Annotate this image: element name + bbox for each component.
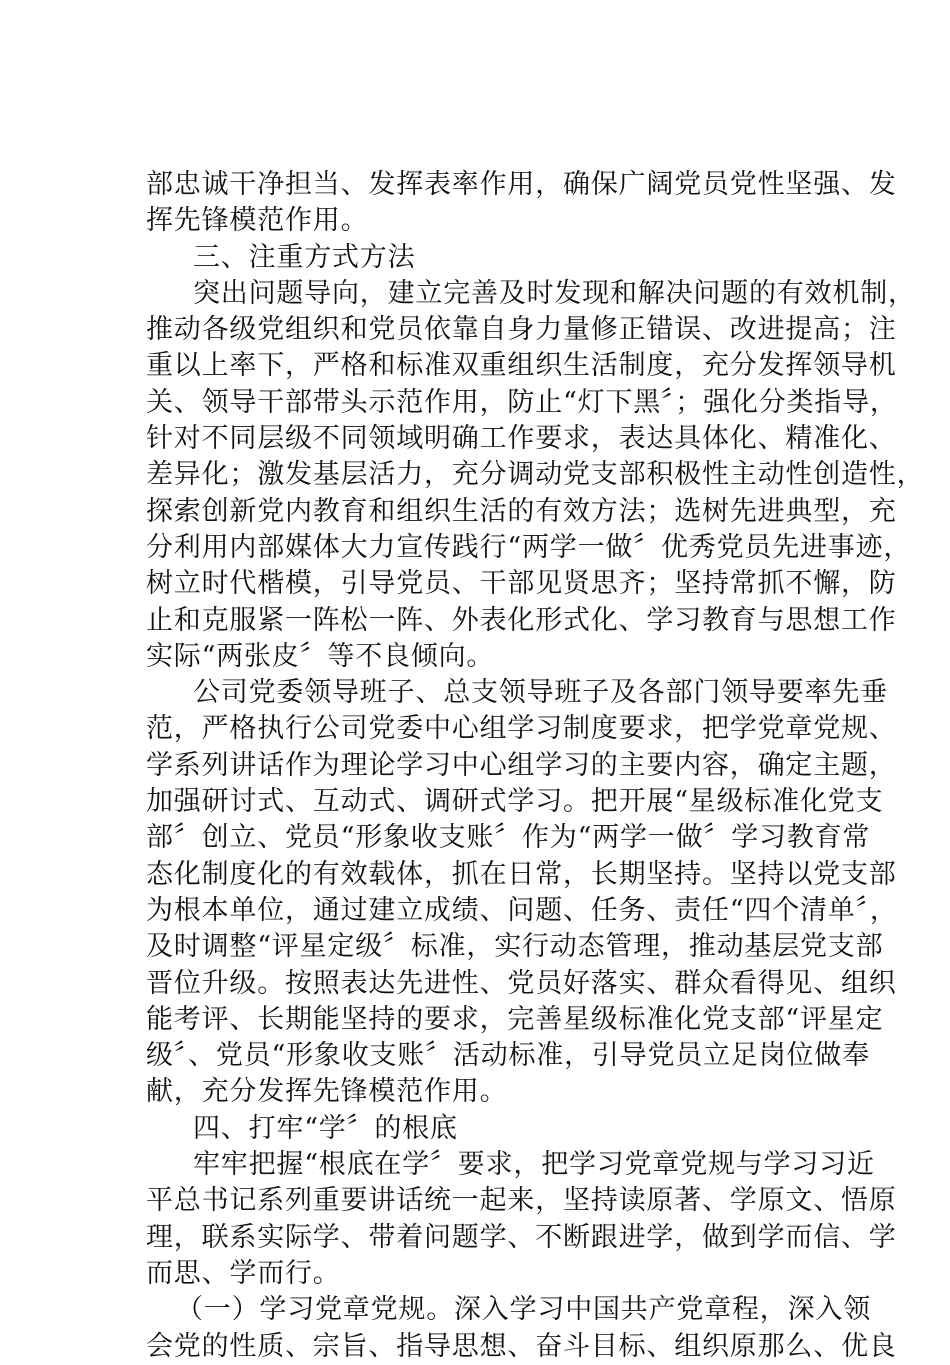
paragraph-line: 推动各级党组织和党员依靠自身力量修正错误、改进提高；注 — [146, 314, 897, 346]
paragraph-line: 部忠诚干净担当、发挥表率作用，确保广阔党员党性坚强、发 — [146, 169, 897, 200]
paragraph-line: 重以上率下，严格和标准双重组织生活制度，充分发挥领导机 — [146, 350, 897, 382]
paragraph-line: 牢牢把握“根底在学〞要求，把学习党章党规与学习习近 — [193, 1149, 875, 1181]
paragraph-line: 态化制度化的有效载体，抓在日常，长期坚持。坚持以党支部 — [146, 858, 897, 890]
paragraph-line: 为根本单位，通过建立成绩、问题、任务、责任“四个清单〞， — [146, 894, 898, 926]
paragraph-line: 公司党委领导班子、总支领导班子及各部门领导要率先垂 — [193, 677, 888, 709]
paragraph-line: 加强研讨式、互动式、调研式学习。把开展“星级标准化党支 — [146, 786, 884, 818]
subsection-heading: （一）学习党章党规。深入学习中国共产党章程，深入领 — [176, 1294, 871, 1326]
document-body — [146, 167, 925, 1365]
paragraph-line: 能考评、长期能坚持的要求，完善星级标准化党支部“评星定 — [146, 1003, 884, 1035]
section-heading: 三、注重方式方法 — [193, 241, 416, 273]
paragraph-line: 关、领导干部带头示范作用，防止“灯下黑〞；强化分类指导， — [146, 386, 898, 418]
paragraph-line: 及时调整“评星定级〞标准，实行动态管理，推动基层党支部 — [146, 931, 884, 963]
paragraph-line: 献，充分发挥先锋模范作用。 — [146, 1076, 508, 1108]
paragraph-line: 晋位升级。按照表达先进性、党员好落实、群众看得见、组织 — [146, 967, 897, 999]
paragraph-line: 挥先锋模范作用。 — [146, 205, 369, 237]
paragraph-line: 部〞创立、党员“形象收支账〞作为“两学一做〞学习教育常 — [146, 822, 871, 854]
paragraph-line: 学系列讲话作为理论学习中心组学习的主要内容，确定主题， — [146, 749, 897, 781]
paragraph-line: 针对不同层级不同领域明确工作要求，表达具体化、精准化、 — [146, 423, 897, 455]
paragraph-line: 实际“两张皮〞等不良倾向。 — [146, 640, 495, 672]
paragraph-line: 分利用内部媒体大力宣传践行“两学一做〞优秀党员先进事迹， — [146, 531, 912, 563]
paragraph-line: 差异化；激发基层活力，充分调动党支部积极性主动性创造性， — [146, 459, 925, 491]
section-heading: 四、打牢“学〞的根底 — [193, 1112, 458, 1144]
paragraph-line: 理，联系实际学、带着问题学、不断跟进学，做到学而信、学 — [146, 1221, 897, 1253]
paragraph-line: 止和克服紧一阵松一阵、外表化形式化、学习教育与思想工作 — [146, 604, 897, 636]
paragraph-line: 级〞、党员“形象收支账〞活动标准，引导党员立足岗位做奉 — [146, 1040, 870, 1072]
paragraph-line: 树立时代楷模，引导党员、干部见贤思齐；坚持常抓不懈，防 — [146, 568, 897, 600]
paragraph-line: 平总书记系列重要讲话统一起来，坚持读原著、学原文、悟原 — [146, 1185, 897, 1217]
paragraph-line: 而思、学而行。 — [146, 1257, 341, 1289]
paragraph-line: 突出问题导向，建立完善及时发现和解决问题的有效机制， — [193, 277, 916, 309]
paragraph-line: 探索创新党内教育和组织生活的有效方法；选树先进典型，充 — [146, 495, 897, 527]
paragraph-line: 会党的性质、宗旨、指导思想、奋斗目标、组织原那么、优良 — [146, 1330, 897, 1362]
paragraph-line: 范，严格执行公司党委中心组学习制度要求，把学党章党规、 — [146, 713, 897, 745]
